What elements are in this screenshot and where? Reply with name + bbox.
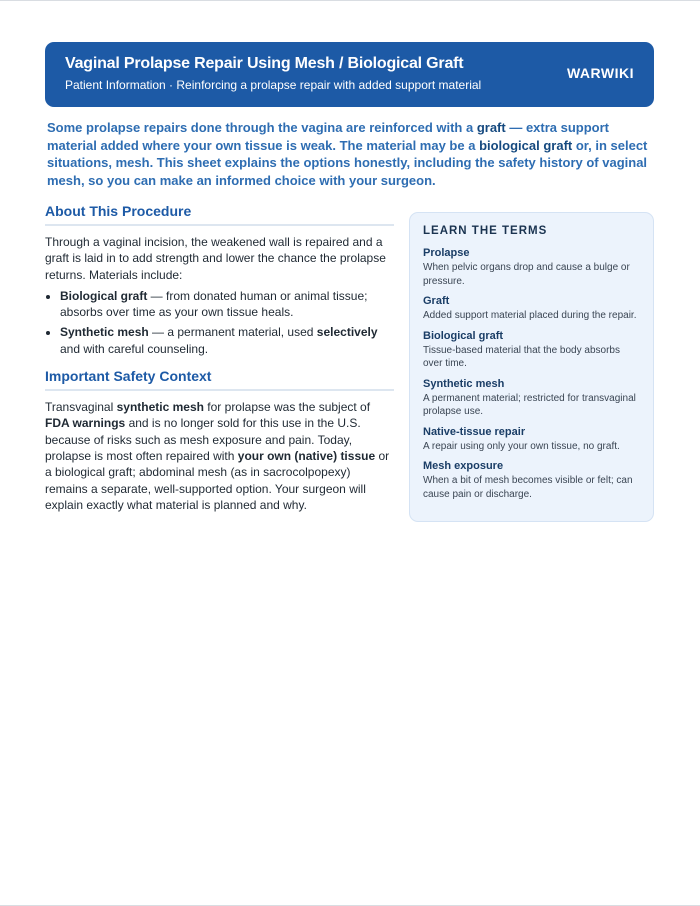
glossary-term: Graft — [423, 295, 450, 307]
glossary-definition: When a bit of mesh becomes visible or felt; can cause pain or discharge. — [423, 475, 633, 500]
glossary-item — [423, 425, 640, 454]
safety-emphasis: FDA warnings — [45, 416, 126, 431]
list-item-emphasis: selectively — [316, 325, 378, 340]
intro-emphasis-biological-graft: biological graft — [479, 137, 573, 153]
intro-text: — extra support material added where your own tissue is weak. The material may be a — [47, 120, 610, 153]
safety-paragraph — [45, 399, 394, 513]
glossary-term: Synthetic mesh — [423, 377, 505, 390]
list-item — [60, 288, 394, 321]
about-paragraph: Through a vaginal incision, the weakened wall is repaired and a graft is laid in to add strength and lower the chance the prolapse returns. Materials include: — [45, 235, 386, 282]
glossary-item — [423, 459, 640, 501]
page-subtitle: Patient Information · Reinforcing a prolapse repair with added support material — [65, 78, 482, 92]
page-title: Vaginal Prolapse Repair Using Mesh / Biological Graft — [65, 55, 464, 72]
list-item-term: Synthetic mesh — [60, 325, 149, 340]
glossary-item — [423, 329, 640, 371]
glossary-item — [423, 246, 640, 288]
list-item — [60, 324, 394, 357]
safety-emphasis: your own (native) tissue — [237, 448, 376, 463]
intro-text: or, in select situations, mesh. This sheet explains the options honestly, including the safety history of vaginal mesh, so you can make an informed choice with your surgeon. — [47, 137, 648, 188]
list-item-term: Biological graft — [60, 288, 148, 303]
glossary-definition: Added support material placed during the repair. — [423, 310, 637, 321]
list-item-text: — from donated human or animal tissue; absorbs over time as your own tissue heals. — [60, 288, 368, 320]
list-item-text: and with careful counseling. — [60, 341, 209, 356]
main-content — [45, 202, 394, 513]
intro-paragraph — [47, 119, 657, 189]
section-heading-safety: Important Safety Context — [45, 367, 394, 391]
glossary-term: Mesh exposure — [423, 460, 504, 472]
glossary-item — [423, 377, 640, 419]
glossary-definition: A repair using only your own tissue, no graft. — [423, 440, 620, 452]
safety-text: or a biological graft; abdominal mesh (as in sacrocolpopexy) remains a separate, well-supported option. Your surgeon will explain exactly what material is planned and why. — [45, 448, 390, 512]
glossary-term: Biological graft — [423, 329, 504, 342]
list-item-text: — a permanent material, used — [148, 325, 317, 340]
glossary-heading: LEARN THE TERMS — [423, 225, 548, 237]
safety-text: and is no longer sold for this use in the U.S. because of risks such as mesh exposure and pain. Today, prolapse is most often repaired with — [45, 416, 361, 463]
glossary-item — [423, 294, 640, 323]
header-banner — [45, 42, 654, 107]
glossary-term: Prolapse — [423, 247, 470, 259]
glossary-box — [409, 212, 654, 522]
safety-text: Transvaginal — [45, 400, 117, 415]
safety-emphasis: synthetic mesh — [116, 400, 204, 415]
top-divider — [0, 0, 700, 1]
safety-text: for prolapse was the subject of — [203, 400, 371, 415]
glossary-term: Native-tissue repair — [423, 425, 526, 438]
section-heading-about: About This Procedure — [45, 202, 394, 226]
materials-list — [45, 288, 394, 357]
glossary-definition: A permanent material; restricted for transvaginal prolapse use. — [423, 392, 636, 417]
brand-logo: WARWIKI — [566, 65, 634, 81]
glossary-definition: When pelvic organs drop and cause a bulge or pressure. — [423, 262, 630, 287]
intro-emphasis-graft: graft — [476, 120, 506, 135]
intro-text: Some prolapse repairs done through the vagina are reinforced with a — [47, 120, 477, 135]
glossary-definition: Tissue-based material that the body absorbs over time. — [423, 344, 620, 369]
